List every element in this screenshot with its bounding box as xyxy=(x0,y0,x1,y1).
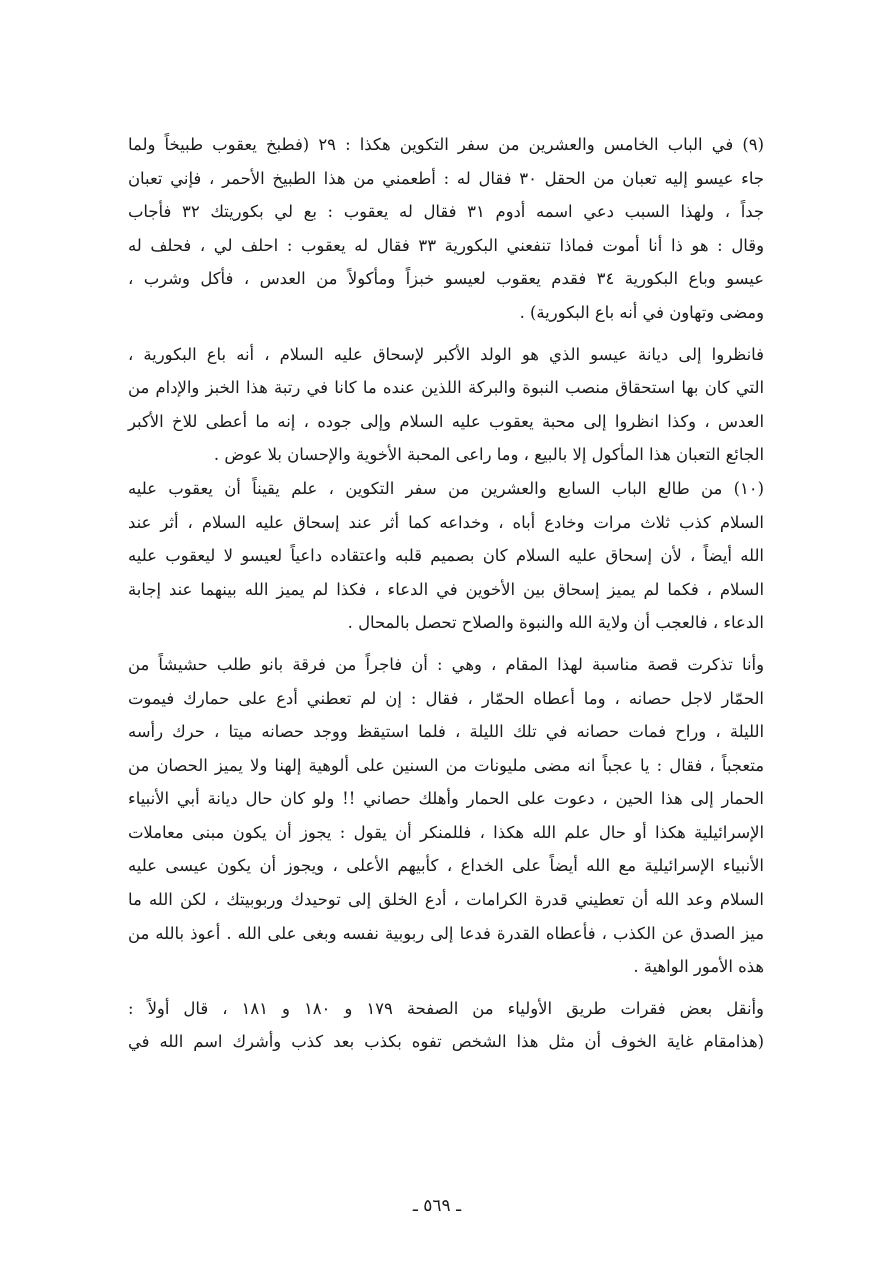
text-line: (٩) في الباب الخامس والعشرين من سفر التكوين هكذا : ٢٩ (فطبخ يعقوب طبيخاً ولما xyxy=(128,135,764,154)
text-line: ميز الصدق عن الكذب ، فأعطاه القدرة فدعا إلى ربوبية نفسه وبغى على الله . أعوذ بالله من xyxy=(128,923,764,943)
paragraph-esau-birthright xyxy=(128,338,764,472)
text-line: الله أيضاً ، لأن إسحاق عليه السلام كان بصميم قلبه واعتقاده داعياً لعيسو لا ليعقوب عليه xyxy=(128,546,764,566)
text-line: وقال : هو ذا أنا أموت فماذا تنفعني البكورية ٣٣ فقال له يعقوب : احلف لي ، فحلف له xyxy=(128,235,765,255)
text-line: عيسو وباع البكورية ٣٤ فقدم يعقوب لعيسو خبزاً ومأكولاً من العدس ، فأكل وشرب ، xyxy=(128,269,764,289)
paragraph-gap xyxy=(128,640,764,648)
paragraph-quote xyxy=(128,992,764,1059)
text-line: متعجباً ، فقال : يا عجباً انه مضى مليونات من السنين على ألوهية إلهنا ولا يميز الحصان من xyxy=(128,755,764,775)
text-line: جداً ، ولهذا السبب دعي اسمه أدوم ٣١ فقال له يعقوب : بع لي بكوريتك ٣٢ فأجاب xyxy=(128,202,764,222)
page-body xyxy=(128,128,764,1059)
text-line: وأنا تذكرت قصة مناسبة لهذا المقام ، وهي : أن فاجراً من فرقة بانو طلب حشيشاً من xyxy=(128,654,764,674)
paragraph-gap xyxy=(128,330,764,338)
text-line: الحمار إلى هذا الحين ، دعوت على الحمار وأهلك حصاني !! ولو كان حال ديانة أبي الأنبياء xyxy=(128,789,764,809)
text-line: السلام كذب ثلاث مرات وخادع أباه ، وخداعه كما أثر عند إسحاق عليه السلام ، أثر عند xyxy=(128,512,764,532)
text-line: التي كان بها استحقاق منصب النبوة والبركة اللذين عنده ما كانا في رتبة هذا الخبز والإدام من xyxy=(128,378,764,398)
text-line: (١٠) من طالع الباب السابع والعشرين من سفر التكوين ، علم يقيناً أن يعقوب عليه xyxy=(128,478,764,498)
text-line: فانظروا إلى ديانة عيسو الذي هو الولد الأكبر لإسحاق عليه السلام ، أنه باع البكورية ، xyxy=(128,344,764,364)
text-line: هذه الأمور الواهية . xyxy=(633,957,764,977)
text-line: ومضى وتهاون في أنه باع البكورية) . xyxy=(519,302,764,322)
text-line: الإسرائيلية هكذا أو حال علم الله هكذا ، فللمنكر أن يقول : يجوز أن يكون مبنى معاملات xyxy=(128,822,764,842)
paragraph-gap xyxy=(128,984,764,992)
text-line: وأنقل بعض فقرات طريق الأولياء من الصفحة ١٧٩ و ١٨٠ و ١٨١ ، قال أولاً : xyxy=(128,998,764,1018)
text-line: جاء عيسو إليه تعبان من الحقل ٣٠ فقال له : أطعمني من هذا الطبيخ الأحمر ، فإني تعبان xyxy=(128,168,764,188)
text-line: العدس ، وكذا انظروا إلى محبة يعقوب عليه السلام وإلى جوده ، إنه ما أعطى للاخ الأكبر xyxy=(128,411,764,431)
paragraph-9 xyxy=(128,128,764,330)
text-line: السلام ، فكما لم يميز إسحاق بين الأخوين في الدعاء ، فكذا لم يميز الله بينهما عند إجابة xyxy=(128,579,764,599)
text-line: الأنبياء الإسرائيلية مع الله أيضاً على الخداع ، كأبيهم الأعلى ، ويجوز أن يكون عيسى عليه xyxy=(128,856,764,876)
text-line: الدعاء ، فالعجب أن ولاية الله والنبوة والصلاح تحصل بالمحال . xyxy=(347,613,764,633)
paragraph-story xyxy=(128,648,764,984)
text-line: السلام وعد الله أن تعطيني قدرة الكرامات ، أدع الخلق إلى توحيدك وربوبيتك ، لكن الله ما xyxy=(128,890,764,910)
text-line: (هذامقام غاية الخوف أن مثل هذا الشخص تفوه بكذب بعد كذب وأشرك اسم الله في xyxy=(128,1032,764,1052)
paragraph-10 xyxy=(128,472,764,640)
text-line: الحمّار لاجل حصانه ، وما أعطاه الحمّار ، فقال : إن لم تعطني أدع على حمارك فيموت xyxy=(128,688,764,708)
text-line: الجائع التعبان هذا المأكول إلا بالبيع ، وما راعى المحبة الأخوية والإحسان بلا عوض . xyxy=(213,445,764,465)
text-line: الليلة ، وراح فمات حصانه في تلك الليلة ، فلما استيقظ ووجد حصانه ميتا ، حرك رأسه xyxy=(128,722,764,742)
page-number: ـ ٥٦٩ ـ xyxy=(412,1196,462,1216)
